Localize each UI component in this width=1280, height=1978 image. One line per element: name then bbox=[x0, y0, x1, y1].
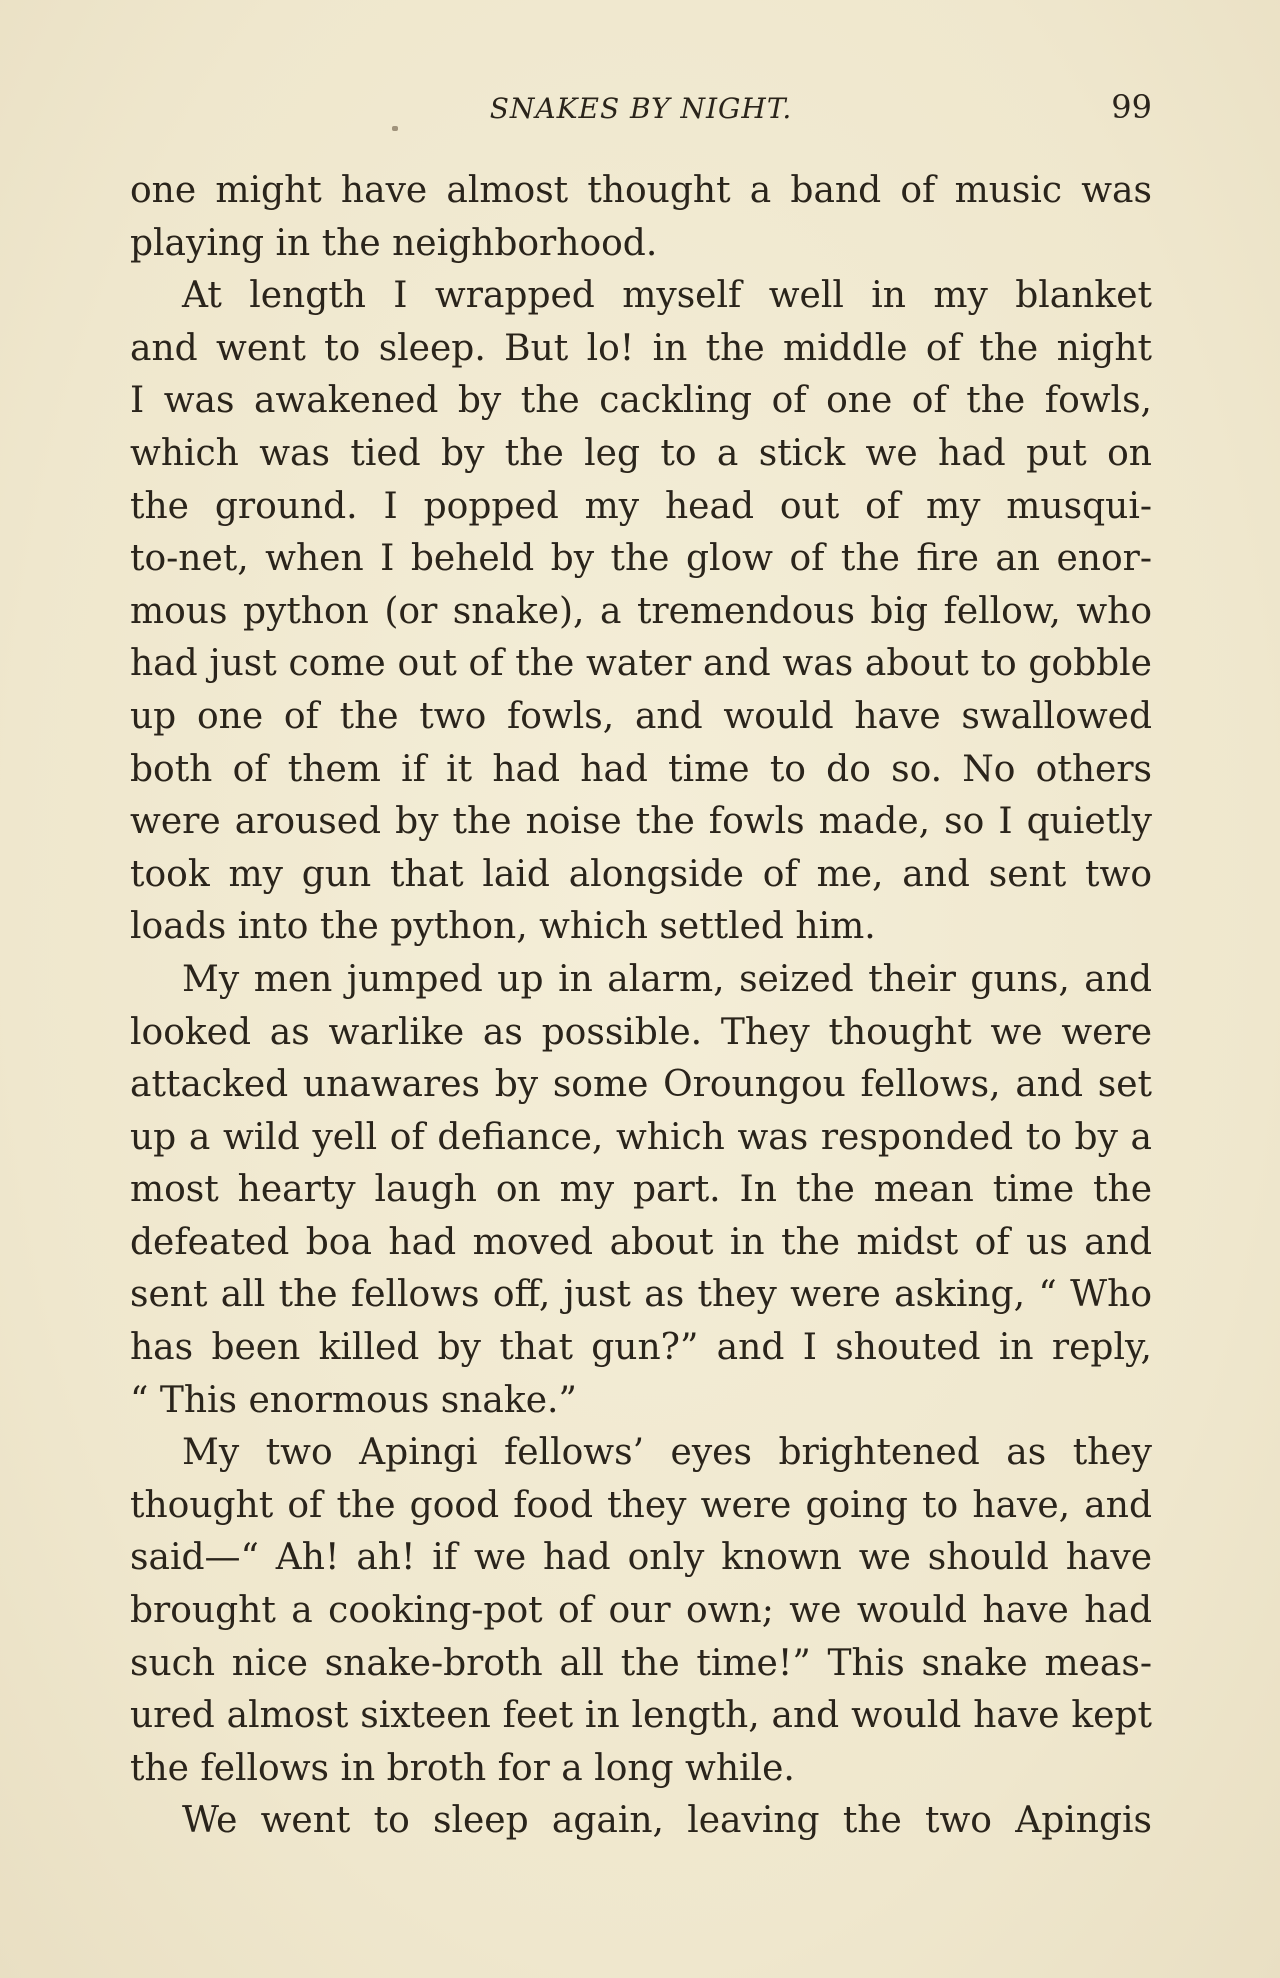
text-line: were aroused by the noise the fowls made, so I quietly bbox=[130, 801, 1152, 843]
text-line: attacked unawares by some Oroungou fellows, and set bbox=[130, 1064, 1152, 1106]
text-line: I was awakened by the cackling of one of the fowls, bbox=[130, 380, 1152, 422]
text-line: loads into the python, which settled him. bbox=[130, 906, 876, 948]
text-line: which was tied by the leg to a stick we had put on bbox=[130, 432, 1152, 474]
text-line: and went to sleep. But lo! in the middle of the night bbox=[130, 327, 1152, 369]
text-line: has been killed by that gun?” and I shouted in reply, bbox=[130, 1327, 1152, 1369]
body-text bbox=[130, 165, 1152, 1848]
text-line: looked as warlike as possible. They thought we were bbox=[130, 1011, 1152, 1053]
text-line: said—“ Ah! ah! if we had only known we should have bbox=[130, 1537, 1152, 1579]
text-line: My men jumped up in alarm, seized their guns, and bbox=[182, 958, 1152, 1000]
text-line: We went to sleep again, leaving the two Apingis bbox=[182, 1800, 1152, 1842]
text-line: up a wild yell of defiance, which was responded to by a bbox=[130, 1116, 1152, 1158]
text-line: defeated boa had moved about in the midst of us and bbox=[130, 1221, 1152, 1263]
text-line: sent all the fellows off, just as they were asking, “ Who bbox=[130, 1274, 1152, 1316]
text-line: such nice snake-broth all the time!” This snake meas- bbox=[130, 1642, 1152, 1684]
text-line: At length I wrapped myself well in my blanket bbox=[182, 275, 1152, 317]
text-line: mous python (or snake), a tremendous big fellow, who bbox=[130, 590, 1152, 632]
text-line: most hearty laugh on my part. In the mean time the bbox=[130, 1169, 1152, 1211]
text-line: had just come out of the water and was about to gobble bbox=[130, 643, 1152, 685]
text-line: up one of the two fowls, and would have swallowed bbox=[130, 695, 1152, 737]
text-line: My two Apingi fellows’ eyes brightened as they bbox=[182, 1432, 1152, 1474]
running-head bbox=[130, 88, 1152, 134]
text-line: “ This enormous snake.” bbox=[130, 1379, 577, 1421]
text-line: the fellows in broth for a long while. bbox=[130, 1747, 795, 1789]
text-line: brought a cooking-pot of our own; we would have had bbox=[130, 1590, 1152, 1632]
text-line: took my gun that laid alongside of me, and sent two bbox=[130, 853, 1152, 895]
text-line: playing in the neighborhood. bbox=[130, 222, 658, 264]
text-line: the ground. I popped my head out of my musqui- bbox=[130, 485, 1152, 527]
text-line: ured almost sixteen feet in length, and would have kept bbox=[130, 1695, 1152, 1737]
running-title: SNAKES BY NIGHT. bbox=[489, 92, 793, 125]
text-line: one might have almost thought a band of music was bbox=[130, 170, 1152, 211]
text-line: thought of the good food they were going to have, and bbox=[130, 1484, 1152, 1526]
page-number: 99 bbox=[1111, 88, 1152, 126]
text-line: both of them if it had had time to do so. No others bbox=[130, 748, 1152, 790]
text-line: to-net, when I beheld by the glow of the fire an enor- bbox=[130, 538, 1152, 580]
